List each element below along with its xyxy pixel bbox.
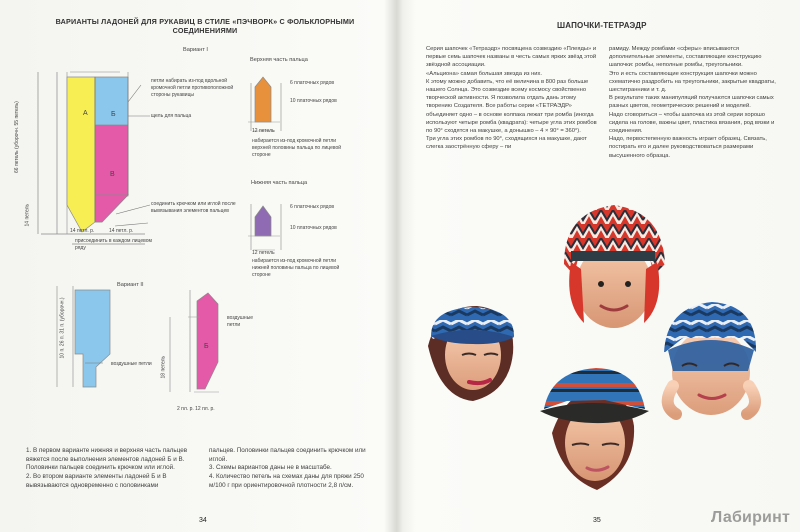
connect-note: соединить крючком или иглой после вывязывания элементов пальцев (151, 201, 236, 214)
woman-blue-hat-photo (428, 306, 514, 401)
lower-rows-bottom: 10 платочных рядов (290, 225, 337, 231)
bottom-label-left: 14 петл. р. (70, 228, 95, 234)
right-page (403, 0, 800, 532)
upper-finger-diagram (248, 77, 281, 131)
variant-two-right-label: Б (204, 343, 209, 350)
left-page-header: ВАРИАНТЫ ЛАДОНЕЙ ДЛЯ РУКАВИЦ В СТИЛЕ «ПЭЧВОРК» С ФОЛЬКЛОРНЫМИ СОЕДИНЕНИЯМИ (55, 17, 355, 35)
variant-two-rows: 18 петель (160, 355, 167, 379)
child-hat-photo (564, 205, 665, 328)
join-note: присоединить в каждом лицевом ряду (75, 238, 152, 251)
woman-dark-hat-photo (540, 368, 649, 490)
bottom-label-right: 14 петл. р. (109, 228, 134, 234)
section-a-label: А (83, 110, 88, 117)
right-page-number: 35 (593, 517, 601, 524)
hat-photo-collage (403, 0, 800, 532)
article-column-two: рамиду. Между ромбами «сферы» вписываются дополнительные элементы, составляющие конструкцию шапочки: ромбы, неполные ромбы, треугольники. Это и есть составляющие конструкция шапочки можно схематично раздробить на треугольники, закрытые квадраты, шестигранники и т. д. В результате таких манипуляций получаются шапочки самых разных цветов, геометрических решений и моделей. Надо сговориться – чтобы шапочка из этой серии хорошо сидела на голове, важны цвет, пластика вязания, род вязки и соединения. Надо, первостепенную важность играет образец. Связать, постирать его и далее руководствоваться размерами высушенного образца. (609, 46, 776, 159)
lower-collect-note: набирается из-под кромочной петли нижней половины пальца по лицевой стороне (252, 258, 340, 278)
lower-loops: 12 петель (252, 250, 275, 256)
variant-two-left-side: 10 п. 26 п. 31 п. (уборочн.) (59, 297, 66, 359)
lower-rows-top: 6 платочных рядов (290, 204, 335, 210)
left-page (0, 0, 397, 532)
upper-rows-top: 6 платочных рядов (290, 80, 335, 86)
vertical-loops-label: 66 петель (уборочн. 55 петель) (14, 101, 20, 173)
right-page-header: ШАПОЧКИ-ТЕТРАЭДР (557, 21, 647, 30)
left-caption-column-two: пальцев. Половинки пальцев соединить крючком или иглой. 3. Схемы вариантов даны не в масштабе. 4. Количество петель на схемах даны для пряжи 250 м/100 г при ориентировочной плотности 2,8 п/см. (209, 447, 366, 489)
article-column-one: Серия шапочек «Тетраэдр» посвящена созвездию «Плеяды» и первые семь шапочек названы в честь самых ярких звёзд этой звёздной ассоциации. «Альциона» самая большая звезда из них. К этому можно добавить, что её величина в 800 раз больше нашего Солнца. Это созвездие всему космосу свойственно творческой активности. Я позволила отдать дань этому творению Создателя. Все работы серии «ТЕТРАЭДР» объединяет одно – в основе колпака лежат три ромба (иногда используют четыре ромба (квадрата): четыре угла этих ромбов по 90° сходятся на макушке, а донышко – 4 × 90° = 360°). Три угла этих ромбов по 90°, сходящихся на макушке, дают слегка заострённую сферу – пи (426, 46, 597, 151)
upper-collect-note: набирается из-под кромочной петли верхней половины пальца по лицевой стороне (252, 138, 342, 158)
section-c-label: В (110, 171, 115, 178)
variant-one-diagram (38, 72, 150, 244)
vertical-fourteen-label: 14 петель (24, 203, 31, 227)
variant-two-diagram (57, 286, 219, 392)
variant-two-air-loops-right: воздушные петли (227, 315, 254, 328)
upper-rows-bottom: 10 платочных рядов (290, 98, 337, 104)
variant-two-air-loops-left: воздушные петли (111, 361, 152, 367)
left-caption-column-one: 1. В первом варианте нижняя и верхняя часть пальцев вяжется после выполнения элементов ладоней Б и В. Половинки пальцев соединить крючком или иглой. 2. Во втором варианте элементы ладоней Б и В вывязываются одновременно с половинками (26, 447, 188, 489)
upper-finger-title: Верхняя часть пальца (250, 57, 308, 63)
section-b-label: Б (111, 111, 116, 118)
child-blue-hat-photo (664, 302, 756, 415)
upper-loops: 12 петель (252, 128, 275, 134)
finger-slit-note: щель для пальца (151, 113, 192, 119)
loops-to-collect-note: петли набирать из-под вдольной кромочной петли противоположной стороны рукавицы (151, 78, 234, 98)
lower-finger-title: Нижняя часть пальца (251, 180, 308, 186)
watermark-logo: Лабиринт (711, 509, 790, 526)
left-page-number: 34 (199, 517, 207, 524)
variant-one-label: Вариант I (183, 47, 208, 53)
variant-two-label: Вариант II (117, 282, 144, 288)
variant-two-bottom: 2 пл. р. 12 пл. р. (177, 406, 215, 412)
lower-finger-diagram (248, 204, 281, 250)
